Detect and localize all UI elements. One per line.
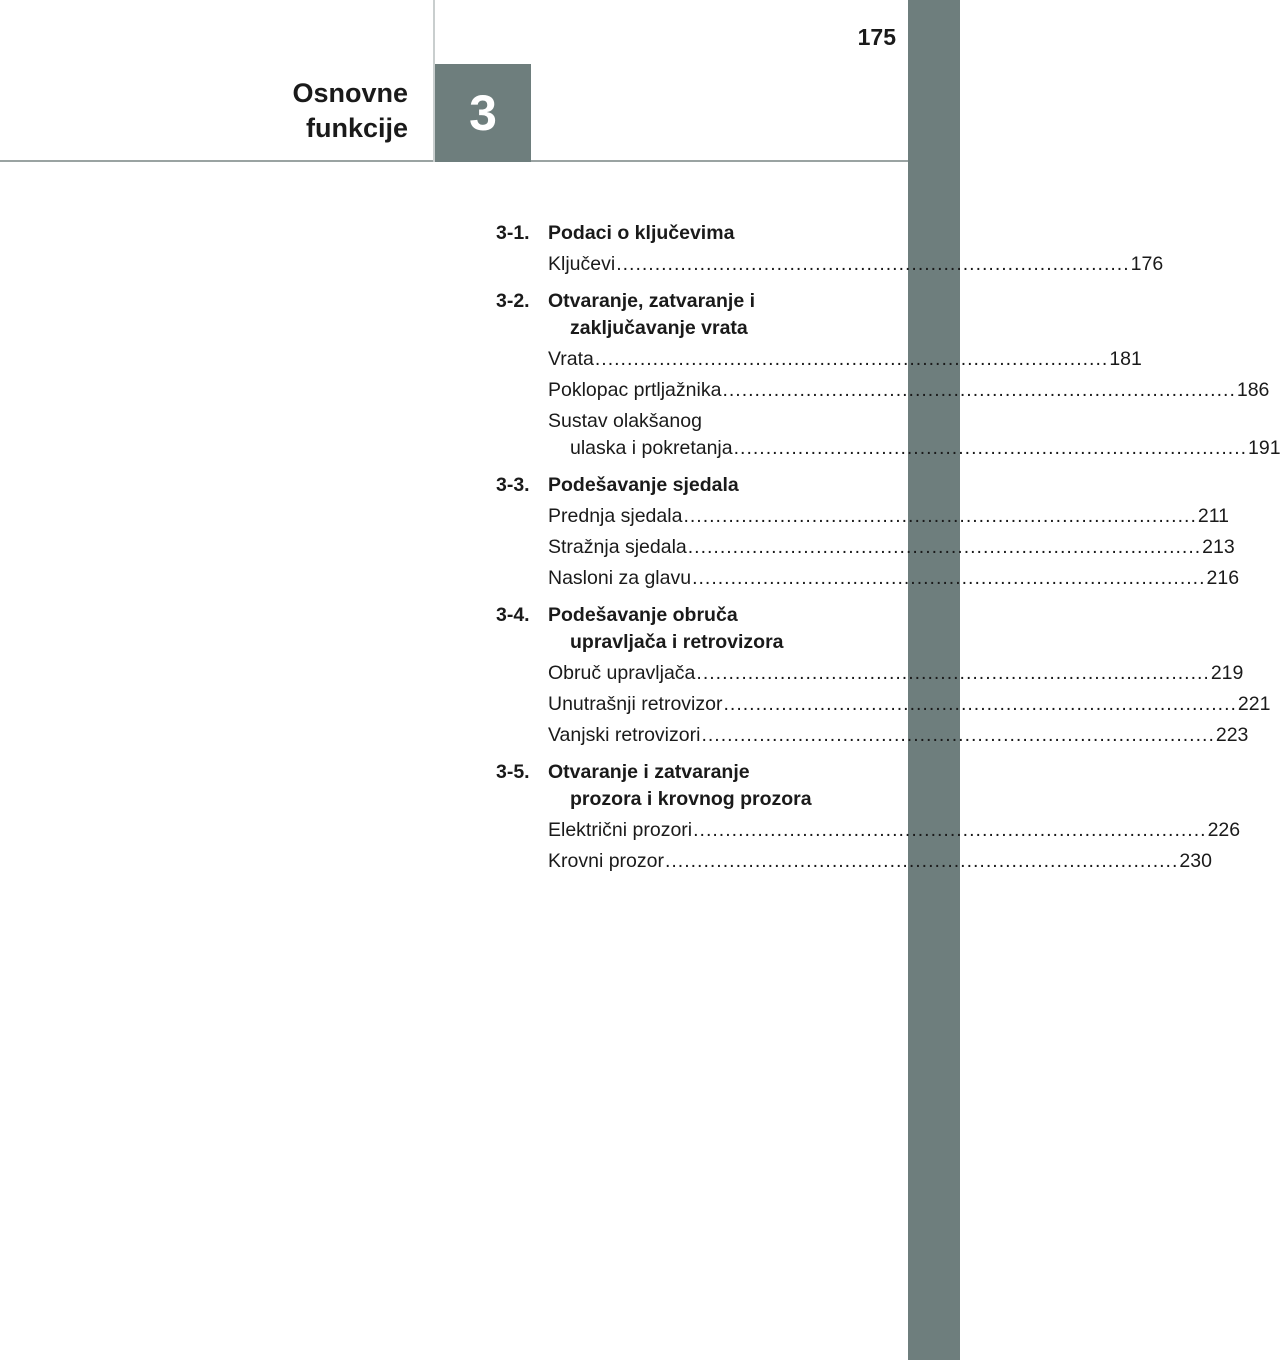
- dot-leader: ................................................................................: [594, 348, 1109, 370]
- dot-leader: ................................................................................: [664, 850, 1179, 872]
- toc-entry[interactable]: [548, 660, 1244, 687]
- section-title: [548, 602, 846, 656]
- chapter-number: 3: [469, 85, 497, 141]
- toc-entry-label: [548, 660, 695, 687]
- chapter-title-line-2: funkcije: [305, 113, 408, 143]
- section-number: 3-5.: [496, 761, 530, 783]
- toc-entry[interactable]: [548, 377, 1270, 404]
- toc-entry-label-line: Nasloni za glavu: [548, 567, 692, 589]
- dot-leader: ................................................................................: [616, 253, 1130, 275]
- section-heading: [496, 759, 846, 813]
- toc-entry-page: 191: [1248, 437, 1281, 459]
- section-title: [548, 220, 846, 247]
- section-title-line: Otvaranje, zatvaranje i: [548, 290, 756, 312]
- toc-section: [496, 472, 1240, 592]
- section-heading: [496, 602, 846, 656]
- toc-entry-label-line: Ključevi: [548, 253, 616, 275]
- toc-entry-page: 221: [1237, 693, 1271, 715]
- toc-entry-label-line: Električni prozori: [548, 819, 693, 841]
- toc-entry[interactable]: [548, 503, 1229, 530]
- toc-entry[interactable]: [548, 534, 1235, 561]
- toc-entry-page: 213: [1202, 536, 1235, 558]
- toc-entry-page: 226: [1207, 819, 1241, 841]
- toc-entry-label-line: Unutrašnji retrovizor: [548, 693, 723, 715]
- dot-leader: ................................................................................: [693, 819, 1207, 841]
- toc-entry[interactable]: [548, 565, 1240, 592]
- toc-entry-label-line: Sustav olakšanog: [548, 410, 702, 432]
- section-heading: [496, 472, 846, 499]
- section-title-line: zaključavanje vrata: [570, 317, 748, 339]
- dot-leader: ................................................................................: [692, 567, 1206, 589]
- dot-leader: ................................................................................: [687, 536, 1202, 558]
- toc-entry[interactable]: [548, 251, 1164, 278]
- chapter-title-line-1: Osnovne: [292, 78, 408, 108]
- toc-entry-label: [548, 817, 692, 844]
- toc-entry-label-line: Stražnja sjedala: [548, 536, 687, 558]
- toc-entry-label-line: Vanjski retrovizori: [548, 724, 701, 746]
- toc-entry[interactable]: [548, 848, 1212, 875]
- toc-entry[interactable]: [548, 346, 1142, 373]
- toc-entry-page: 176: [1130, 253, 1164, 275]
- page-number: 175: [857, 24, 896, 50]
- toc-entry-page: 230: [1179, 850, 1212, 872]
- toc-entry-page: 216: [1206, 567, 1240, 589]
- toc-entry-label: [548, 251, 615, 278]
- toc-entry-label: [548, 377, 721, 404]
- toc-entry-label-line: ulaska i pokretanja: [570, 437, 733, 459]
- table-of-contents: [496, 220, 1281, 885]
- toc-entry-label: [548, 565, 691, 592]
- section-title-line: Podaci o ključevima: [548, 222, 735, 244]
- section-title-line: Otvaranje i zatvaranje: [548, 761, 750, 783]
- section-title: [548, 288, 846, 342]
- section-number: 3-2.: [496, 290, 530, 312]
- toc-entry-label-line: Prednja sjedala: [548, 505, 683, 527]
- section-title-line: Podešavanje sjedala: [548, 474, 739, 496]
- dot-leader: ................................................................................: [701, 724, 1215, 746]
- dot-leader: ................................................................................: [733, 437, 1248, 459]
- chapter-number-box: [435, 64, 531, 162]
- toc-entry-label: [548, 503, 682, 530]
- section-title-line: upravljača i retrovizora: [570, 631, 784, 653]
- dot-leader: ................................................................................: [722, 379, 1236, 401]
- toc-entry[interactable]: [548, 408, 1281, 462]
- dot-leader: ................................................................................: [696, 662, 1210, 684]
- section-title: [548, 472, 846, 499]
- toc-entry-page: 211: [1197, 505, 1229, 527]
- toc-entry[interactable]: [548, 817, 1241, 844]
- section-number: 3-1.: [496, 222, 530, 244]
- toc-entry-label: [548, 848, 664, 875]
- toc-entry-label: [548, 408, 733, 462]
- toc-entry-label: [548, 691, 722, 718]
- section-heading: [496, 288, 846, 342]
- dot-leader: ................................................................................: [723, 693, 1237, 715]
- section-heading: [496, 220, 846, 247]
- section-title-line: Podešavanje obruča: [548, 604, 738, 626]
- toc-entry-label-line: Poklopac prtljažnika: [548, 379, 722, 401]
- toc-entry[interactable]: [548, 691, 1271, 718]
- section-number: 3-3.: [496, 474, 530, 496]
- dot-leader: ................................................................................: [683, 505, 1197, 527]
- toc-entry-page: 186: [1236, 379, 1270, 401]
- toc-entry-page: 219: [1210, 662, 1244, 684]
- section-number: 3-4.: [496, 604, 530, 626]
- toc-entry-page: 181: [1109, 348, 1142, 370]
- toc-entry-label-line: Obruč upravljača: [548, 662, 696, 684]
- toc-entry[interactable]: [548, 722, 1249, 749]
- toc-entry-label-line: Krovni prozor: [548, 850, 664, 872]
- chapter-title: [180, 76, 408, 146]
- toc-entry-label-line: Vrata: [548, 348, 594, 370]
- section-title-line: prozora i krovnog prozora: [570, 788, 812, 810]
- toc-entry-label: [548, 346, 594, 373]
- section-title: [548, 759, 846, 813]
- toc-entry-label: [548, 534, 687, 561]
- toc-entry-label: [548, 722, 700, 749]
- toc-section: [496, 602, 1271, 749]
- toc-section: [496, 220, 1164, 278]
- toc-section: [496, 759, 1241, 875]
- toc-section: [496, 288, 1281, 462]
- toc-entry-page: 223: [1215, 724, 1249, 746]
